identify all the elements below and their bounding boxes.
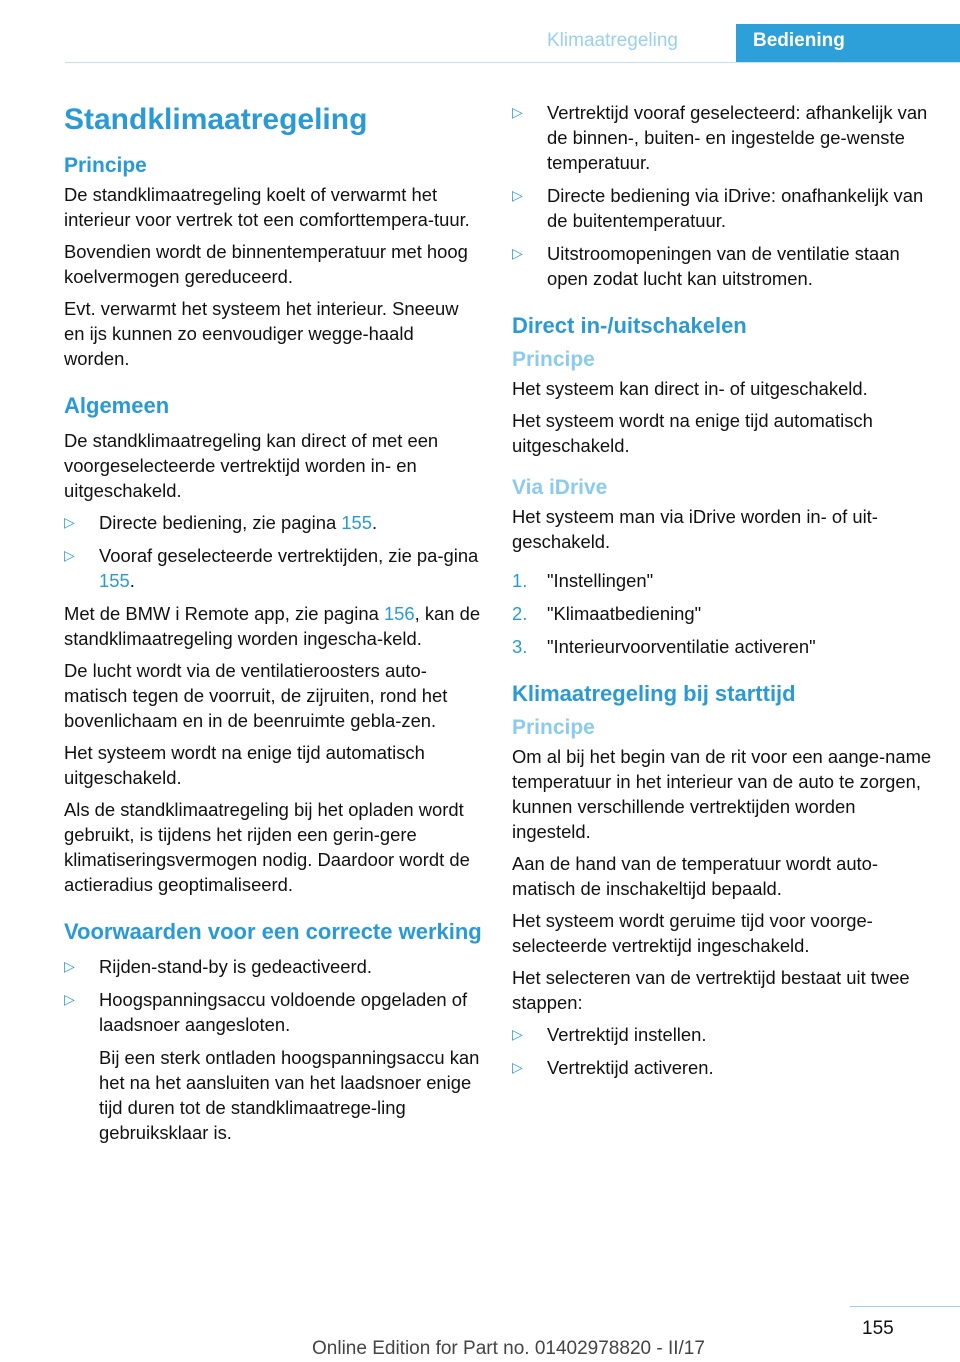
paragraph: Met de BMW i Remote app, zie pagina 156, kan de standklimaatregeling worden ingescha-keld. (64, 603, 481, 649)
paragraph: Het systeem kan direct in- of uitgeschakeld. (512, 378, 868, 399)
subheading-principe: Principe (512, 348, 595, 371)
list-item: ▷ Vooraf geselecteerde vertrektijden, zie pa-gina 155. (64, 545, 479, 591)
header-section-label: Klimaatregeling (547, 30, 678, 51)
section-heading-algemeen: Algemeen (64, 393, 170, 418)
page-title: Standklimaatregeling (64, 103, 368, 136)
page-link[interactable]: 156 (383, 603, 415, 624)
header-divider (65, 62, 960, 63)
header-tab-bediening[interactable]: Bediening (736, 24, 960, 62)
list-item: ▷ Vertrektijd activeren. (512, 1057, 714, 1078)
list-item: ▷ Rijden-stand-by is gedeactiveerd. (64, 956, 372, 977)
bullet-arrow-icon: ▷ (512, 104, 523, 120)
step-number: 3. (512, 636, 528, 657)
list-item: ▷ Vertrektijd vooraf geselecteerd: afhankelijk van de binnen-, buiten- en ingestelde ge-wenste temperatuur. (512, 102, 928, 173)
list-item: ▷ Uitstroomopeningen van de ventilatie staan open zodat lucht kan uitstromen. (512, 243, 900, 289)
bullet-arrow-icon: ▷ (512, 1059, 523, 1075)
subheading-principe: Principe (512, 716, 595, 739)
subheading-via-idrive: Via iDrive (512, 476, 608, 499)
bullet-arrow-icon: ▷ (512, 187, 523, 203)
bullet-list (512, 100, 937, 291)
paragraph: Het selecteren van de vertrektijd bestaat uit twee stappen: (512, 967, 910, 1013)
list-item-note: Bij een sterk ontladen hoogspanningsaccu kan het na het aansluiten van het laadsnoer enige tijd duren tot de standklimaatrege-ling gebruiksklaar is. (99, 1047, 480, 1143)
bullet-arrow-icon: ▷ (64, 514, 75, 530)
list-item: ▷ Vertrektijd instellen. (512, 1024, 707, 1045)
list-item: ▷ Hoogspanningsaccu voldoende opgeladen of laadsnoer aangesloten. Bij een sterk ontladen hoogspanningsaccu kan het na het aansluiten van het laadsnoer enige tijd duren tot de standklimaatrege-ling gebruiksklaar is. (64, 987, 484, 1145)
bullet-arrow-icon: ▷ (64, 958, 75, 974)
steps-list (512, 568, 937, 659)
bullet-arrow-icon: ▷ (512, 245, 523, 261)
paragraph: Het systeem man via iDrive worden in- of uit-geschakeld. (512, 506, 878, 552)
paragraph: Evt. verwarmt het systeem het interieur. Sneeuw en ijs kunnen zo eenvoudiger wegge-haald worden. (64, 298, 459, 369)
bullet-list (512, 1022, 937, 1080)
page-header (0, 24, 960, 62)
step-number: 1. (512, 570, 528, 591)
paragraph: Om al bij het begin van de rit voor een aange-name temperatuur in het interieur van de auto te zorgen, kunnen verschillende vertrektijden worden ingesteld. (512, 746, 932, 842)
step-number: 2. (512, 603, 528, 624)
paragraph: Het systeem wordt na enige tijd automatisch uitgeschakeld. (512, 410, 873, 456)
bullet-arrow-icon: ▷ (64, 991, 75, 1007)
list-item: ▷ Directe bediening via iDrive: onafhankelijk van de buitentemperatuur. (512, 185, 924, 231)
edition-footer: Online Edition for Part no. 01402978820 - II/17 (312, 1338, 705, 1359)
paragraph: De standklimaatregeling kan direct of met een voorgeselecteerde vertrektijd worden in- en uitgeschakeld. (64, 430, 439, 501)
page-link[interactable]: 155 (341, 512, 372, 533)
step-item: 1. "Instellingen" (512, 570, 654, 591)
right-column (512, 100, 937, 1088)
paragraph: De standklimaatregeling koelt of verwarmt het interieur voor vertrek tot een comforttempera-tuur. (64, 184, 470, 230)
section-heading-voorwaarden: Voorwaarden voor een correcte werking (64, 919, 482, 944)
paragraph: Het systeem wordt na enige tijd automatisch uitgeschakeld. (64, 742, 425, 788)
step-item: 2. "Klimaatbediening" (512, 603, 702, 624)
left-column (64, 100, 484, 1153)
paragraph: De lucht wordt via de ventilatieroosters auto-matisch tegen de voorruit, de zijruiten, rond het bovenlichaam en in de beenruimte gebla-zen. (64, 660, 448, 731)
paragraph: Het systeem wordt geruime tijd voor voorge-selecteerde vertrektijd ingeschakeld. (512, 910, 873, 956)
list-item: ▷ Directe bediening, zie pagina 155. (64, 512, 378, 533)
footer-divider (850, 1306, 960, 1307)
bullet-list (64, 510, 484, 593)
bullet-arrow-icon: ▷ (512, 1026, 523, 1042)
paragraph: Als de standklimaatregeling bij het opladen wordt gebruikt, is tijdens het rijden een gerin-gere klimatiseringsvermogen nodig. Daardoor wordt de actieradius geoptimaliseerd. (64, 799, 470, 895)
section-heading-direct: Direct in-/uitschakelen (512, 313, 747, 338)
bullet-arrow-icon: ▷ (64, 547, 75, 563)
paragraph: Aan de hand van de temperatuur wordt auto-matisch de inschakeltijd bepaald. (512, 853, 879, 899)
paragraph: Bovendien wordt de binnentemperatuur met hoog koelvermogen gereduceerd. (64, 241, 468, 287)
bullet-list (64, 954, 484, 1145)
page-number: 155 (862, 1318, 894, 1339)
section-heading-starttijd: Klimaatregeling bij starttijd (512, 681, 796, 706)
page-link[interactable]: 155 (99, 570, 130, 591)
section-heading-principe: Principe (64, 154, 147, 177)
step-item: 3. "Interieurvoorventilatie activeren" (512, 636, 816, 657)
